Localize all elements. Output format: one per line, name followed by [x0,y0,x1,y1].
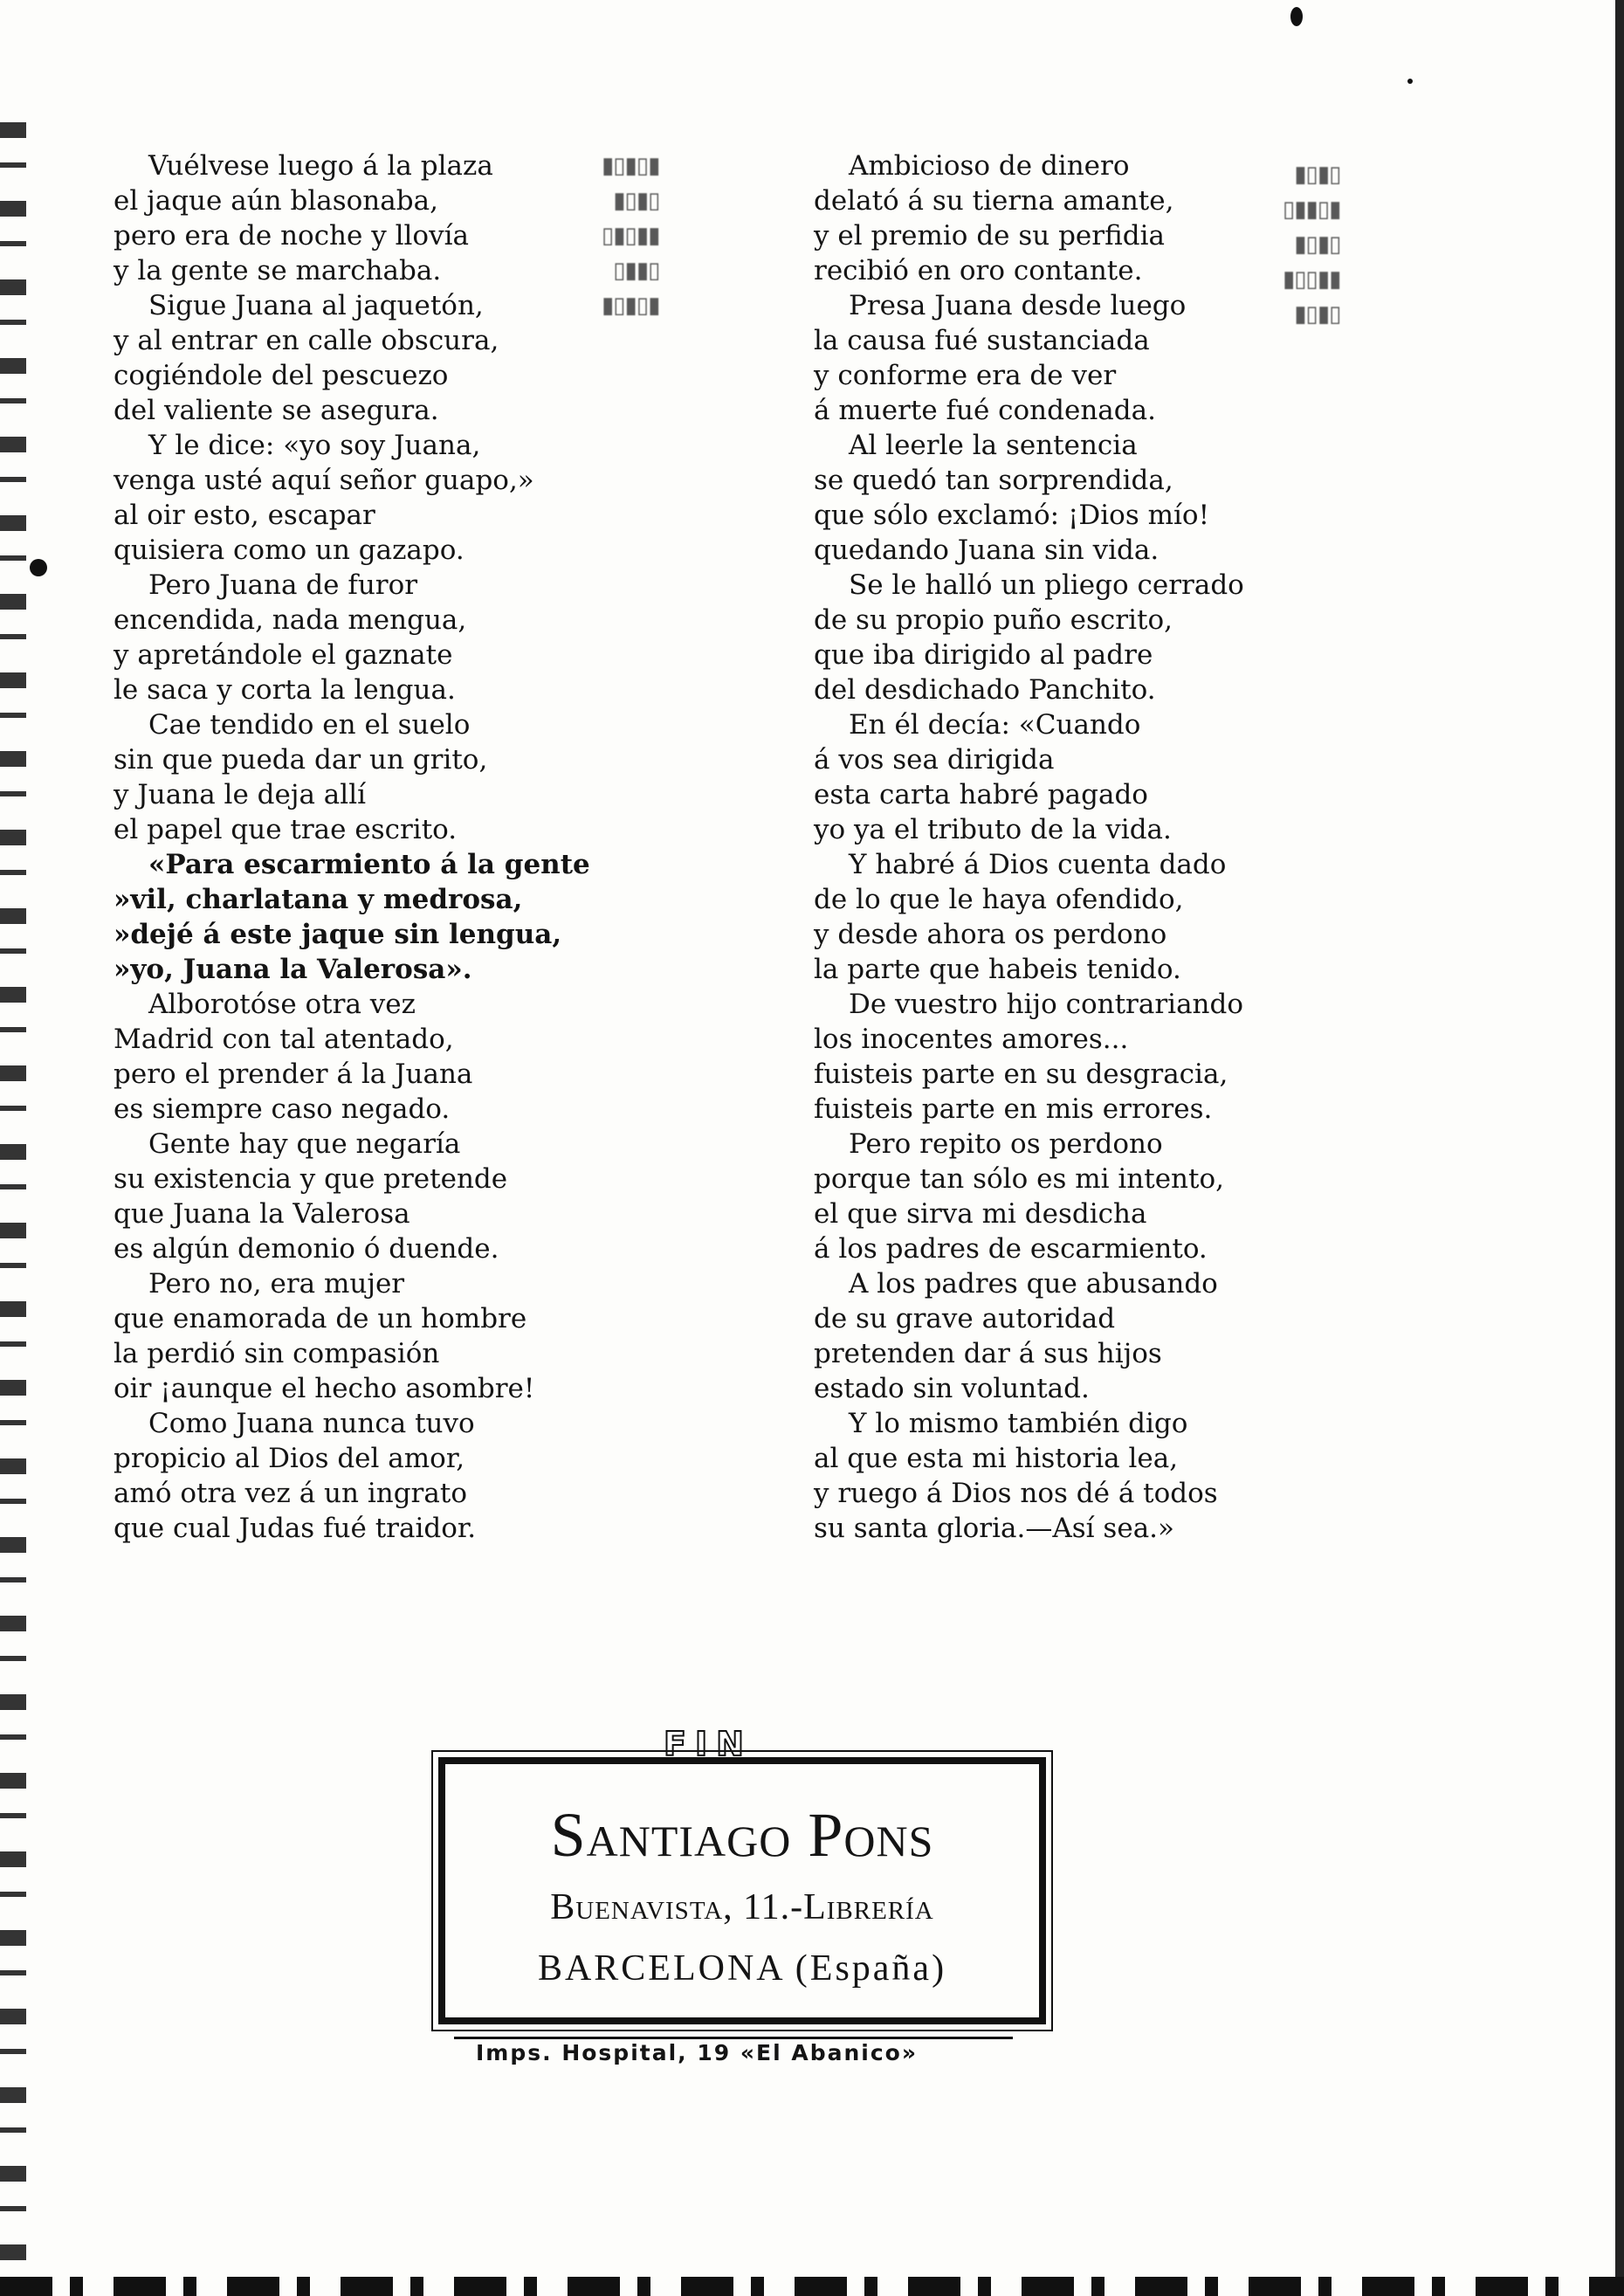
verse-line: quisiera como un gazapo. [114,534,464,566]
verse-line: esta carta habré pagado [814,779,1148,810]
verse-line: cogiéndole del pescuezo [114,360,449,391]
verse-line: que enamorada de un hombre [114,1303,527,1334]
verse-line: porque tan sólo es mi intento, [814,1163,1224,1195]
scan-edge-right [1615,0,1624,2296]
verse-line: y al entrar en calle obscura, [114,325,499,356]
scan-edge-left [0,122,26,2296]
verse-line: al que esta mi historia lea, [814,1443,1179,1474]
publisher-name: Santiago Pons [550,1800,934,1870]
verse-line: Y habré á Dios cuenta dado [849,849,1227,880]
verse-line: se quedó tan sorprendida, [814,465,1173,496]
printer-imprint: Imps. Hospital, 19 «El Abanico» [476,2040,918,2065]
verse-line: es algún demonio ó duende. [114,1233,499,1265]
verse-line: que cual Judas fué traidor. [114,1513,477,1544]
verse-line: Gente hay que negaría [148,1128,461,1160]
verse-line: De vuestro hijo contrariando [849,989,1244,1020]
verse-line: Sigue Juana al jaquetón, [148,290,484,321]
verse-line: Cae tendido en el suelo [148,709,471,741]
verse-line: el que sirva mi desdicha [814,1198,1147,1230]
show-through-right: ▯▮▯▮ ▮▯▮▮▯ ▯▮▯▮ ▮▮▯▯▮ ▯▮▯▮ [1283,162,1342,328]
verse-line: del valiente se asegura. [114,395,439,426]
verse-line: y apretándole el gaznate [114,639,453,671]
verse-line: del desdichado Panchito. [814,674,1156,706]
verse-line: pretenden dar á sus hijos [814,1338,1162,1369]
verse-line: y Juana le deja allí [114,779,367,810]
scan-edge-bottom [0,2277,1624,2296]
verse-line: Pero Juana de furor [148,569,418,601]
verse-line: oir ¡aunque el hecho asombre! [114,1373,535,1404]
verse-line: yo ya el tributo de la vida. [814,814,1172,845]
verse-line: Vuélvese luego á la plaza [148,150,493,182]
verse-line: estado sin voluntad. [814,1373,1090,1404]
verse-line: «Para escarmiento á la gente [148,849,590,880]
verse-line: y el premio de su perfidia [814,220,1166,252]
show-through-left: ▮▯▮▯▮ ▯▮▯▮ ▮▮▯▮▯ ▯▮▮▯ ▮▯▮▯▮ [602,153,661,319]
verse-line: y conforme era de ver [814,360,1117,391]
right-verse-column [814,148,1307,1546]
verse-line: á vos sea dirigida [814,744,1055,776]
verse-line: En él decía: «Cuando [849,709,1141,741]
verse-line: »vil, charlatana y medrosa, [114,884,523,915]
verse-line: y ruego á Dios nos dé á todos [814,1478,1218,1509]
ink-speck [1407,79,1413,84]
verse-line: que sólo exclamó: ¡Dios mío! [814,500,1210,531]
verse-line: Al leerle la sentencia [849,430,1138,461]
verse-line: A los padres que abusando [849,1268,1218,1300]
verse-line: sin que pueda dar un grito, [114,744,488,776]
verse-line: delató á su tierna amante, [814,185,1174,217]
verse-line: á los padres de escarmiento. [814,1233,1208,1265]
verse-line: Y lo mismo también digo [849,1408,1188,1439]
verse-line: y desde ahora os perdono [814,919,1167,950]
verse-line: los inocentes amores... [814,1024,1129,1055]
verse-line: Presa Juana desde luego [849,290,1187,321]
publisher-city: BARCELONA (España) [537,1948,947,1989]
verse-line: amó otra vez á un ingrato [114,1478,467,1509]
verse-line: de su propio puño escrito, [814,604,1173,636]
verse-line: Pero no, era mujer [148,1268,405,1300]
imprint-divider [454,2037,1013,2039]
verse-line: á muerte fué condenada. [814,395,1156,426]
verse-line: pero el prender á la Juana [114,1058,473,1090]
verse-line: es siempre caso negado. [114,1093,451,1125]
verse-line: »yo, Juana la Valerosa». [114,954,472,985]
verse-line: Ambicioso de dinero [849,150,1130,182]
publisher-address: Buenavista, 11.-Librería [550,1887,934,1927]
verse-line: le saca y corta la lengua. [114,674,456,706]
publisher-stamp [438,1757,1046,2024]
fin-heading: FIN [664,1725,753,1763]
verse-line: que Juana la Valerosa [114,1198,410,1230]
verse-line: que iba dirigido al padre [814,639,1153,671]
verse-line: de lo que le haya ofendido, [814,884,1184,915]
verse-line: Se le halló un pliego cerrado [849,569,1244,601]
verse-line: la causa fué sustanciada [814,325,1150,356]
verse-line: el papel que trae escrito. [114,814,458,845]
verse-line: su existencia y que pretende [114,1163,508,1195]
verse-line: Madrid con tal atentado, [114,1024,454,1055]
verse-line: Y le dice: «yo soy Juana, [148,430,481,461]
verse-line: quedando Juana sin vida. [814,534,1160,566]
verse-line: recibió en oro contante. [814,255,1143,286]
verse-line: el jaque aún blasonaba, [114,185,438,217]
verse-line: su santa gloria.—Así sea.» [814,1513,1174,1544]
verse-line: la parte que habeis tenido. [814,954,1181,985]
verse-line: »dejé á este jaque sin lengua, [114,919,562,950]
verse-line: y la gente se marchaba. [114,255,442,286]
verse-line: propicio al Dios del amor, [114,1443,465,1474]
verse-line: venga usté aquí señor guapo,» [114,465,534,496]
verse-line: Alborotóse otra vez [148,989,416,1020]
verse-line: Pero repito os perdono [849,1128,1163,1160]
verse-line: la perdió sin compasión [114,1338,440,1369]
left-verse-column [114,148,602,1546]
ink-speck [30,559,47,576]
verse-line: pero era de noche y llovía [114,220,469,252]
verse-line: Como Juana nunca tuvo [148,1408,475,1439]
ink-speck [1290,7,1303,26]
verse-line: fuisteis parte en mis errores. [814,1093,1213,1125]
verse-line: encendida, nada mengua, [114,604,467,636]
verse-line: al oir esto, escapar [114,500,375,531]
verse-line: fuisteis parte en su desgracia, [814,1058,1228,1090]
verse-line: de su grave autoridad [814,1303,1116,1334]
